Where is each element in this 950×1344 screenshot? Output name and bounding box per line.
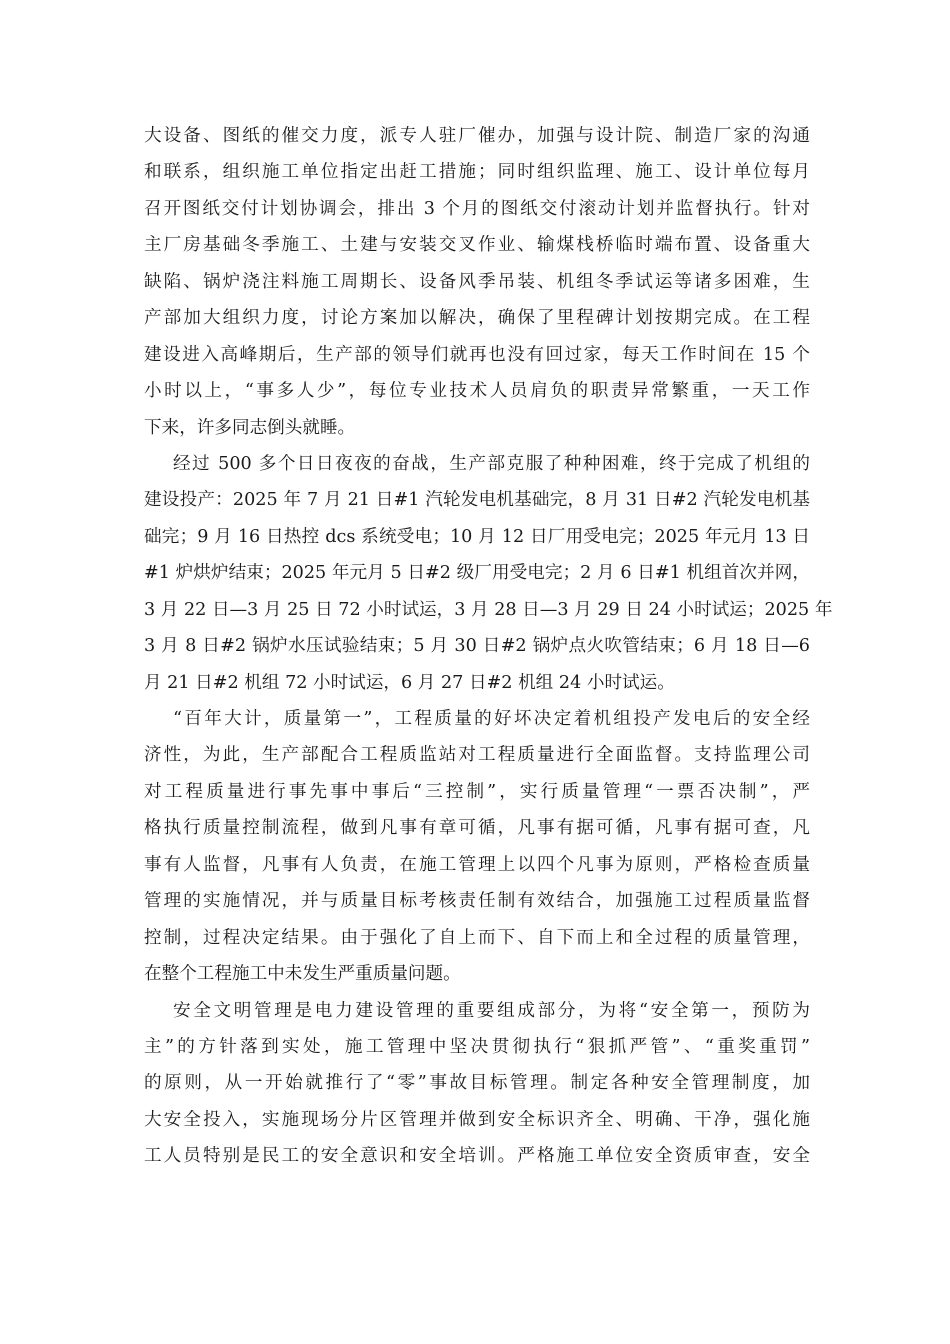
body-text [144,118,833,1175]
paragraph-line: 主”的方针落到实处，施工管理中坚决贯彻执行“狠抓严管”、“重奖重罚” [144,1036,810,1057]
paragraph-line: 3 月 22 日—3 月 25 日 72 小时试运，3 月 28 日—3 月 29 日 24 小时试运；2025 年 [144,599,833,620]
paragraph-line: 安全文明管理是电力建设管理的重要组成部分，为将“安全第一，预防为 [173,1000,810,1021]
paragraph-line: 月 21 日#2 机组 72 小时试运，6 月 27 日#2 机组 24 小时试运。 [144,672,675,693]
paragraph-line: 小时以上，“事多人少”，每位专业技术人员肩负的职责异常繁重，一天工作 [144,381,810,402]
paragraph-line: 经过 500 多个日日夜夜的奋战，生产部克服了种种困难，终于完成了机组的 [173,453,810,474]
paragraph-line: 建设进入高峰期后，生产部的领导们就再也没有回过家，每天工作时间在 15 个 [144,344,810,365]
paragraph-line: 工人员特别是民工的安全意识和安全培训。严格施工单位安全资质审查，安全 [144,1146,810,1167]
paragraph-line: 事有人监督，凡事有人负责，在施工管理上以四个凡事为原则，严格检查质量 [144,854,810,875]
paragraph-line: 3 月 8 日#2 锅炉水压试验结束；5 月 30 日#2 锅炉点火吹管结束；6 月 18 日—6 [144,636,810,657]
paragraph-line: 础完；9 月 16 日热控 dcs 系统受电；10 月 12 日厂用受电完；2025 年元月 13 日 [144,526,810,547]
paragraph-line: 在整个工程施工中未发生严重质量问题。 [144,964,461,985]
paragraph-line: 对工程质量进行事先事中事后“三控制”，实行质量管理“一票否决制”，严 [144,781,810,802]
paragraph-line: 的原则，从一开始就推行了“零”事故目标管理。制定各种安全管理制度，加 [144,1073,810,1094]
paragraph-line: 产部加大组织力度，讨论方案加以解决，确保了里程碑计划按期完成。在工程 [144,308,810,329]
paragraph-line: 和联系，组织施工单位指定出赶工措施；同时组织监理、施工、设计单位每月 [144,162,810,183]
paragraph-line: 控制，过程决定结果。由于强化了自上而下、自下而上和全过程的质量管理， [144,927,810,948]
paragraph-line: 管理的实施情况，并与质量目标考核责任制有效结合，加强施工过程质量监督 [144,891,810,912]
paragraph-line: 缺陷、锅炉浇注料施工周期长、设备风季吊装、机组冬季试运等诸多困难，生 [144,271,810,292]
paragraph-line: 主厂房基础冬季施工、土建与安装交叉作业、输煤栈桥临时端布置、设备重大 [144,235,810,256]
paragraph-line: 济性，为此，生产部配合工程质监站对工程质量进行全面监督。支持监理公司 [144,745,810,766]
paragraph-line: #1 炉烘炉结束；2025 年元月 5 日#2 级厂用受电完；2 月 6 日#1 机组首次并网， [144,563,810,584]
paragraph-line: “百年大计，质量第一”，工程质量的好坏决定着机组投产发电后的安全经 [173,709,810,729]
paragraph-line: 下来，许多同志倒头就睡。 [144,417,356,438]
paragraph-line: 召开图纸交付计划协调会，排出 3 个月的图纸交付滚动计划并监督执行。针对 [144,198,810,219]
paragraph-line: 格执行质量控制流程，做到凡事有章可循，凡事有据可循，凡事有据可查，凡 [144,818,810,839]
paragraph-line: 大安全投入，实施现场分片区管理并做到安全标识齐全、明确、干净，强化施 [144,1109,810,1130]
paragraph-line: 建设投产：2025 年 7 月 21 日#1 汽轮发电机基础完，8 月 31 日#2 汽轮发电机基 [144,490,810,511]
paragraph-line: 大设备、图纸的催交力度，派专人驻厂催办，加强与设计院、制造厂家的沟通 [144,126,810,146]
